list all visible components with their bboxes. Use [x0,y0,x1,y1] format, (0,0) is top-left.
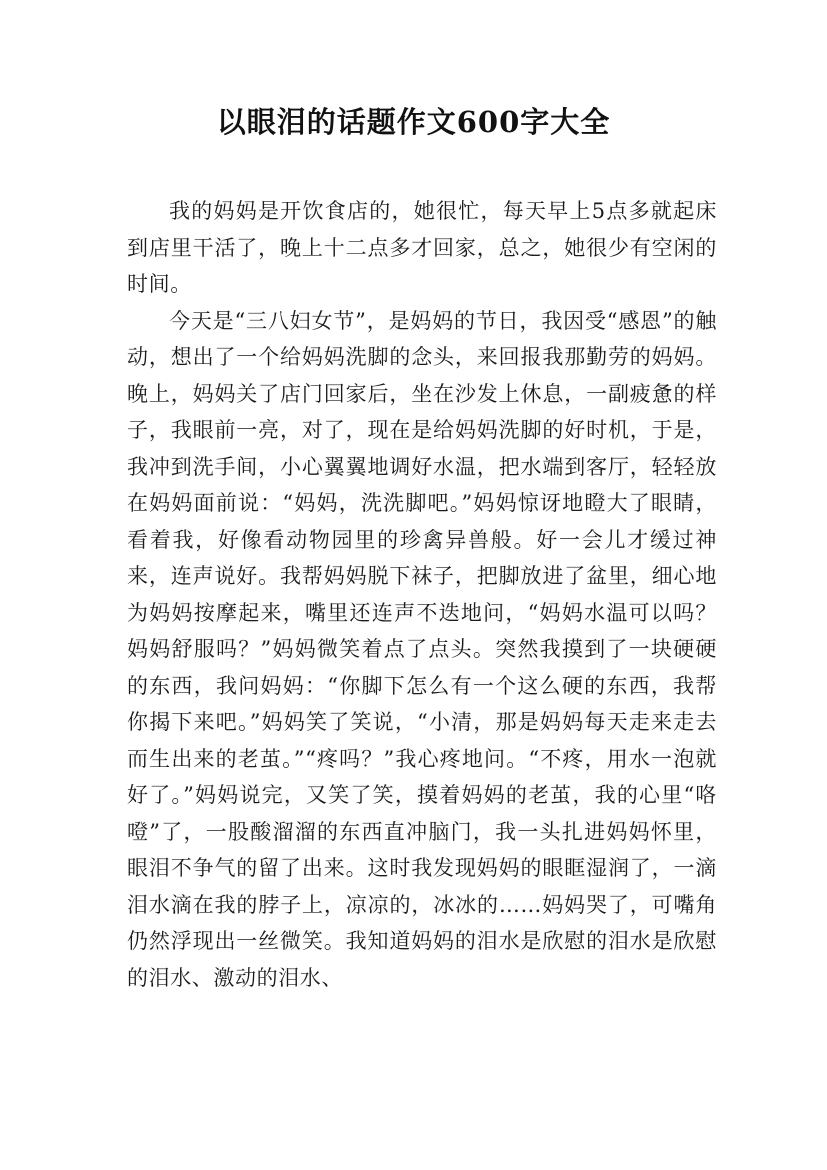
paragraph-2: 今天是“三八妇女节”，是妈妈的节日，我因受“感恩”的触动，想出了一个给妈妈洗脚的念头，来回报我那勤劳的妈妈。晚上，妈妈关了店门回家后，坐在沙发上休息，一副疲惫的样子，我眼前一亮，对了，现在是给妈妈洗脚的好时机，于是，我冲到洗手间，小心翼翼地调好水温，把水端到客厅，轻轻放在妈妈面前说：“妈妈，洗洗脚吧。”妈妈惊讶地瞪大了眼睛，看着我，好像看动物园里的珍禽异兽般。好一会儿才缓过神来，连声说好。我帮妈妈脱下袜子，把脚放进了盆里，细心地为妈妈按摩起来，嘴里还连声不迭地问，“妈妈水温可以吗？妈妈舒服吗？”妈妈微笑着点了点头。突然我摸到了一块硬硬的东西，我问妈妈：“你脚下怎么有一个这么硬的东西，我帮你揭下来吧。”妈妈笑了笑说，“小清，那是妈妈每天走来走去而生出来的老茧。”“疼吗？”我心疼地问。“不疼，用水一泡就好了。”妈妈说完，又笑了笑，摸着妈妈的老茧，我的心里“咯噔”了，一股酸溜溜的东西直冲脑门，我一头扎进妈妈怀里，眼泪不争气的留了出来。这时我发现妈妈的眼眶湿润了，一滴泪水滴在我的脖子上，凉凉的，冰冰的……妈妈哭了，可嘴角仍然浮现出一丝微笑。我知道妈妈的泪水是欣慰的泪水是欣慰的泪水、激动的泪水、 [127,308,717,990]
document-body [127,193,717,996]
document-title: 以眼泪的话题作文600字大全 [216,105,611,139]
paragraph-1: 我的妈妈是开饮食店的，她很忙，每天早上5点多就起床到店里干活了，晚上十二点多才回家，总之，她很少有空闲的时间。 [127,199,717,296]
